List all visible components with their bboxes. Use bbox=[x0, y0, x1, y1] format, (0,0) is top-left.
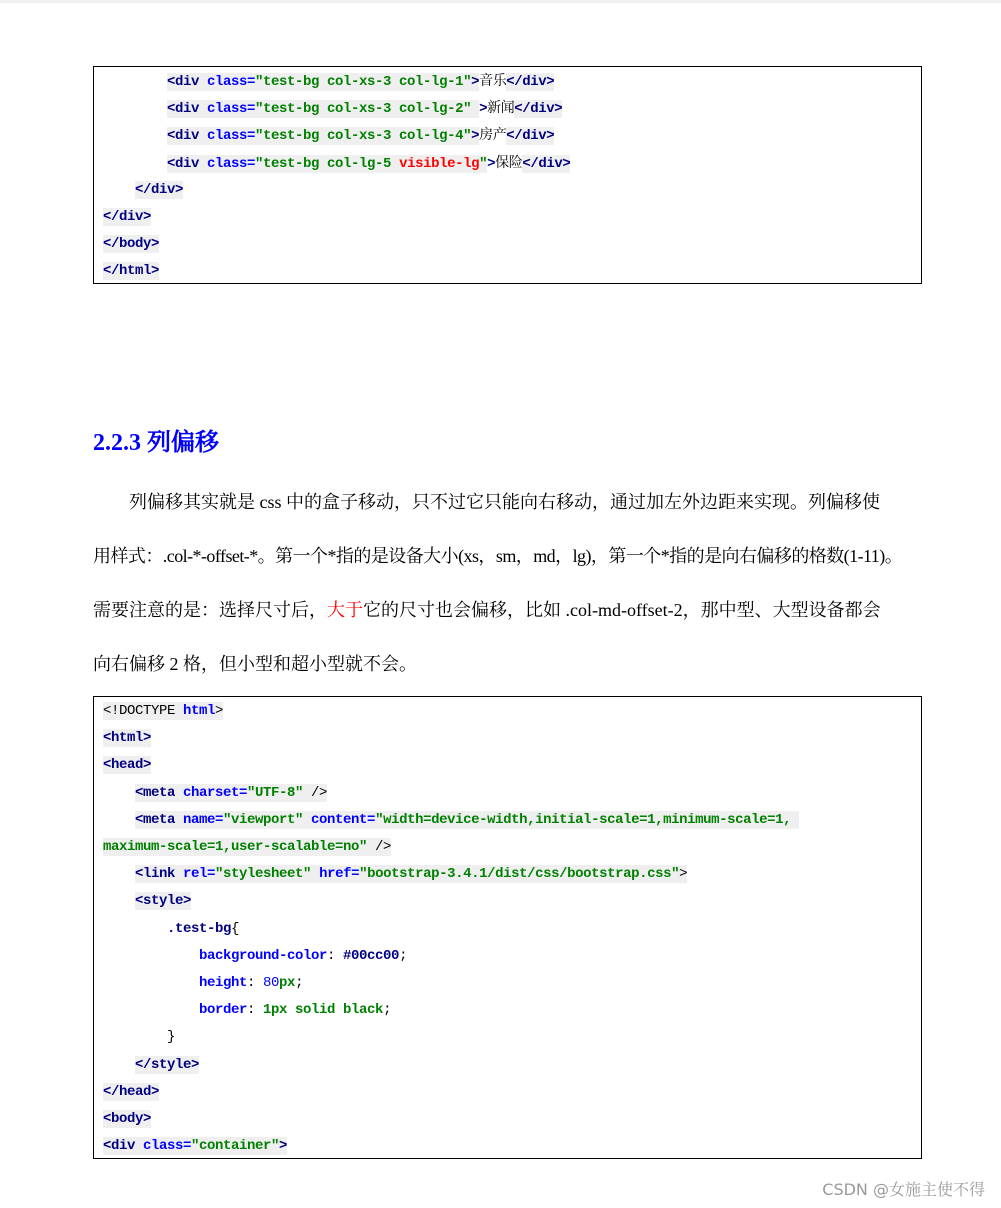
code-line bbox=[167, 98, 562, 118]
code-token-plain: : bbox=[327, 947, 344, 964]
code-token-tag: </div> bbox=[522, 155, 571, 172]
code-token-plain: { bbox=[231, 920, 240, 937]
code-line bbox=[135, 891, 191, 911]
code-block-html-end bbox=[93, 66, 922, 284]
code-token-str: "test-bg col-xs-3 col-lg-2" bbox=[255, 101, 480, 118]
paragraph-text: 用样式：.col-*-offset-*。第一个*指的是设备大小(xs，sm，md，lg)，第一个*指的是向右偏移的格数(1-11)。 bbox=[93, 546, 903, 566]
code-line bbox=[103, 207, 151, 227]
code-token-tag: <div bbox=[167, 155, 208, 172]
code-token-plain: <!DOCTYPE bbox=[103, 703, 184, 719]
paragraph-text: 向右偏移 2 格，但小型和超小型就不会。 bbox=[93, 654, 417, 674]
code-token-plain: ; bbox=[295, 975, 304, 991]
code-line bbox=[103, 261, 159, 281]
code-token-tag: <style> bbox=[135, 893, 192, 910]
code-token-attr: rel= bbox=[183, 866, 216, 883]
code-token-tag: <meta bbox=[135, 784, 184, 801]
code-token-tag: </div> bbox=[103, 209, 152, 225]
code-line bbox=[103, 701, 223, 721]
code-token-plain: > bbox=[215, 703, 224, 719]
code-token-cn: 房产 bbox=[479, 127, 507, 144]
code-token-str: "UTF-8" bbox=[247, 784, 304, 801]
code-token-attr: height bbox=[199, 975, 248, 991]
paragraph-text: 列偏移其实就是 css 中的盒子移动，只不过它只能向右移动，通过加左外边距来实现。列偏移使 bbox=[129, 492, 880, 512]
code-token-str: "stylesheet" bbox=[215, 866, 320, 883]
code-token-plain: ; bbox=[383, 1002, 392, 1019]
code-token-tag: </div> bbox=[506, 74, 555, 90]
code-line bbox=[199, 973, 303, 993]
code-token-cn: 音乐 bbox=[479, 73, 507, 89]
code-line bbox=[135, 864, 687, 884]
code-token-plain: : bbox=[247, 1002, 264, 1019]
paragraph-text: 它的尺寸也会偏移，比如 .col-md-offset-2，那中型、大型设备都会 bbox=[363, 600, 881, 620]
csdn-watermark: CSDN @女施主使不得 bbox=[822, 1180, 985, 1199]
code-token-cn: 保险 bbox=[495, 154, 523, 171]
code-line bbox=[167, 125, 554, 145]
code-block-html-head bbox=[93, 696, 922, 1159]
code-token-tag: <div bbox=[167, 74, 208, 90]
code-line bbox=[103, 837, 391, 857]
code-token-tag: <div bbox=[167, 101, 208, 118]
code-token-tag: </div> bbox=[506, 128, 555, 145]
code-token-tag: </div> bbox=[135, 181, 184, 198]
code-token-attr: content= bbox=[311, 811, 376, 828]
paragraph-line bbox=[93, 596, 973, 622]
code-line bbox=[103, 755, 151, 775]
code-line bbox=[103, 234, 159, 254]
code-token-str: "container" bbox=[191, 1138, 280, 1155]
code-token-tag: </head> bbox=[103, 1083, 160, 1100]
paragraph-text: 需要注意的是：选择尺寸后， bbox=[93, 600, 327, 620]
code-token-attr: href= bbox=[319, 866, 360, 883]
code-token-tag: .test-bg bbox=[167, 920, 232, 937]
code-token-str: "test-bg col-lg-5 bbox=[255, 155, 400, 172]
code-token-str: "bootstrap-3.4.1/dist/css/bootstrap.css" bbox=[359, 866, 680, 883]
emphasis-text: 大于 bbox=[327, 600, 363, 620]
code-token-tag: <link bbox=[135, 866, 184, 883]
code-token-plain: : bbox=[247, 975, 264, 991]
code-token-tag: > bbox=[471, 74, 480, 90]
code-token-str: "test-bg col-xs-3 col-lg-4" bbox=[255, 128, 472, 145]
code-token-attr: class= bbox=[207, 74, 256, 90]
code-token-attr: background-color bbox=[199, 947, 328, 964]
code-token-tag: </style> bbox=[135, 1056, 200, 1073]
code-line bbox=[135, 783, 327, 803]
code-line bbox=[199, 946, 407, 966]
code-line bbox=[103, 1109, 151, 1129]
code-line bbox=[167, 1027, 175, 1047]
code-token-tag: > bbox=[487, 155, 496, 172]
paragraph-line bbox=[93, 542, 973, 568]
code-token-plain: > bbox=[679, 866, 688, 883]
code-token-attr: charset= bbox=[183, 784, 248, 801]
code-token-attr: class= bbox=[207, 101, 256, 118]
code-token-tag: > bbox=[479, 101, 488, 118]
code-line bbox=[167, 71, 554, 91]
code-token-str: "width=device-width,initial-scale=1,minimum-scale=1, bbox=[375, 811, 800, 828]
code-token-tag: <div bbox=[103, 1138, 144, 1155]
code-token-tag: > bbox=[471, 128, 480, 145]
code-token-tag: <div bbox=[167, 128, 208, 145]
section-heading: 2.2.3 列偏移 bbox=[93, 430, 219, 456]
code-token-num: 80 bbox=[263, 975, 280, 991]
top-toolbar-edge bbox=[0, 0, 1001, 3]
code-line bbox=[103, 728, 151, 748]
code-token-str: " bbox=[479, 155, 488, 172]
code-token-str: px bbox=[279, 975, 296, 991]
code-token-str: "test-bg col-xs-3 col-lg-1" bbox=[255, 74, 472, 90]
code-line bbox=[135, 810, 799, 830]
code-token-red: visible-lg bbox=[399, 155, 480, 172]
code-line bbox=[103, 1082, 159, 1102]
code-token-str: 1px solid black bbox=[263, 1002, 384, 1019]
code-line bbox=[135, 180, 183, 200]
code-token-str: maximum-scale=1,user-scalable=no" bbox=[103, 839, 368, 855]
code-token-plain: } bbox=[167, 1029, 176, 1046]
code-token-attr: class= bbox=[143, 1138, 192, 1155]
code-token-cn: 新闻 bbox=[487, 100, 515, 117]
paragraph-line bbox=[129, 488, 1001, 514]
code-token-tag: #00cc00 bbox=[343, 947, 400, 964]
code-token-tag: </html> bbox=[103, 263, 160, 280]
code-token-tag: > bbox=[279, 1138, 288, 1155]
code-line bbox=[103, 1136, 287, 1156]
code-token-attr: html bbox=[183, 703, 216, 719]
code-line bbox=[199, 1000, 391, 1020]
code-line bbox=[167, 153, 570, 173]
code-token-attr: class= bbox=[207, 155, 256, 172]
code-token-tag: <html> bbox=[103, 730, 152, 747]
code-token-attr: class= bbox=[207, 128, 256, 145]
code-line bbox=[167, 919, 239, 939]
code-token-tag: </body> bbox=[103, 236, 160, 253]
code-token-tag: <meta bbox=[135, 811, 184, 828]
code-token-attr: border bbox=[199, 1002, 248, 1019]
code-token-plain: ; bbox=[399, 947, 408, 964]
paragraph-line bbox=[93, 650, 973, 676]
code-token-str: "viewport" bbox=[223, 811, 312, 828]
code-token-attr: name= bbox=[183, 811, 224, 828]
code-token-tag: <body> bbox=[103, 1111, 152, 1127]
code-token-tag: </div> bbox=[514, 101, 563, 118]
code-token-plain: /> bbox=[303, 784, 328, 801]
code-token-plain: /> bbox=[367, 839, 392, 855]
code-token-tag: <head> bbox=[103, 757, 152, 774]
code-line bbox=[135, 1055, 199, 1075]
